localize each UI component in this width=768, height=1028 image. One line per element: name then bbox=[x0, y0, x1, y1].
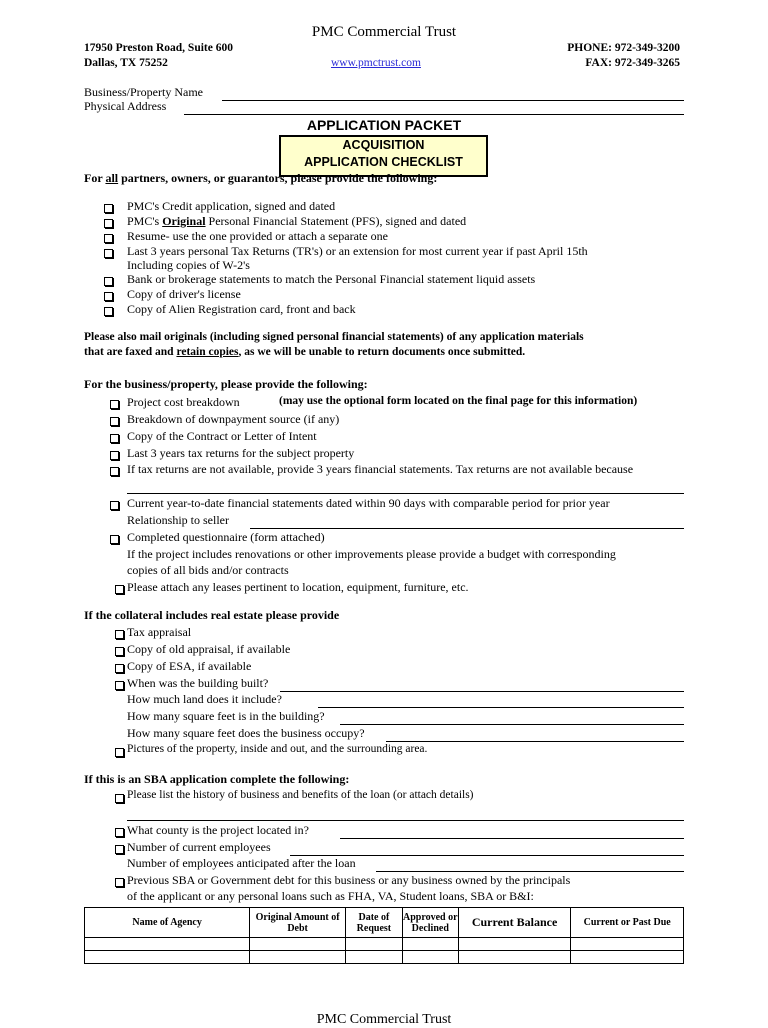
partners-item-w2: Including copies of W-2's bbox=[127, 258, 250, 272]
building-built-field[interactable] bbox=[280, 691, 684, 692]
table-header-current-past-due: Current or Past Due bbox=[571, 908, 684, 938]
checkbox-icon[interactable] bbox=[104, 277, 113, 286]
checkbox-icon[interactable] bbox=[110, 434, 119, 443]
agency-debt-table bbox=[84, 907, 684, 964]
checkbox-icon[interactable] bbox=[110, 451, 119, 460]
business-item-ytd-statements: Current year-to-date financial statements dated within 90 days with comparable period for prior year bbox=[127, 496, 610, 510]
checkbox-icon[interactable] bbox=[115, 664, 124, 673]
real-estate-item-esa: Copy of ESA, if available bbox=[127, 659, 252, 673]
anticipated-employees-field[interactable] bbox=[376, 871, 684, 872]
checkbox-icon[interactable] bbox=[115, 794, 124, 803]
sba-heading: If this is an SBA application complete the following: bbox=[84, 772, 350, 786]
business-heading: For the business/property, please provide the following: bbox=[84, 377, 368, 391]
business-item-financial-statements: If tax returns are not available, provide 3 years financial statements. Tax returns are not available because bbox=[127, 462, 634, 476]
partners-item-bank-statements: Bank or brokerage statements to match the Personal Financial statement liquid assets bbox=[127, 272, 536, 286]
checkbox-icon[interactable] bbox=[104, 307, 113, 316]
address-line-1: 17950 Preston Road, Suite 600 bbox=[84, 42, 233, 54]
physical-address-label: Physical Address bbox=[84, 99, 167, 113]
business-name-field[interactable] bbox=[222, 100, 684, 101]
partners-item-pfs: PMC's Original Personal Financial Statement (PFS), signed and dated bbox=[127, 214, 467, 228]
real-estate-heading: If the collateral includes real estate please provide bbox=[84, 608, 340, 622]
footer-company: PMC Commercial Trust bbox=[316, 1012, 452, 1027]
real-estate-item-pictures: Pictures of the property, inside and out, and the surrounding area. bbox=[127, 743, 428, 755]
table-cell[interactable] bbox=[85, 951, 250, 964]
checkbox-icon[interactable] bbox=[104, 234, 113, 243]
table-row bbox=[85, 938, 684, 951]
checkbox-icon[interactable] bbox=[115, 681, 124, 690]
real-estate-item-old-appraisal: Copy of old appraisal, if available bbox=[127, 642, 291, 656]
table-cell[interactable] bbox=[458, 951, 571, 964]
sba-item-previous-debt-cont: of the applicant or any personal loans such as FHA, VA, Student loans, SBA or B&I: bbox=[127, 889, 534, 903]
address-line-2: Dallas, TX 75252 bbox=[84, 57, 168, 69]
business-item-contract: Copy of the Contract or Letter of Intent bbox=[127, 429, 317, 443]
table-cell[interactable] bbox=[85, 938, 250, 951]
table-cell[interactable] bbox=[250, 951, 346, 964]
partners-item-tax-returns: Last 3 years personal Tax Returns (TR's) or an extension for most current year if past April 15th bbox=[127, 244, 588, 258]
checklist-title-line-1: ACQUISITION bbox=[342, 138, 425, 152]
partners-heading: For all partners, owners, or guarantors, please provide the following: bbox=[84, 171, 438, 185]
table-header-approved: Approved or Declined bbox=[402, 908, 458, 938]
relationship-to-seller-field[interactable] bbox=[250, 528, 684, 529]
phone-number: PHONE: 972-349-3200 bbox=[567, 42, 680, 54]
checkbox-icon[interactable] bbox=[110, 467, 119, 476]
table-cell[interactable] bbox=[571, 951, 684, 964]
partners-item-resume: Resume- use the one provided or attach a separate one bbox=[127, 229, 388, 243]
table-row bbox=[85, 951, 684, 964]
sba-item-history: Please list the history of business and benefits of the loan (or attach details) bbox=[127, 789, 474, 801]
business-renovations-line-1: If the project includes renovations or other improvements please provide a budget with corresponding bbox=[127, 547, 616, 561]
table-cell[interactable] bbox=[571, 938, 684, 951]
real-estate-sqft-business-label: How many square feet does the business occupy? bbox=[127, 726, 365, 740]
checkbox-icon[interactable] bbox=[104, 249, 113, 258]
sba-item-current-employees: Number of current employees bbox=[127, 840, 271, 854]
table-cell[interactable] bbox=[402, 951, 458, 964]
table-cell[interactable] bbox=[345, 951, 402, 964]
real-estate-land-label: How much land does it include? bbox=[127, 692, 282, 706]
business-renovations-line-2: copies of all bids and/or contracts bbox=[127, 563, 289, 577]
sba-item-county: What county is the project located in? bbox=[127, 823, 309, 837]
partners-item-credit-app: PMC's Credit application, signed and dated bbox=[127, 199, 336, 213]
partners-item-alien-card: Copy of Alien Registration card, front and back bbox=[127, 302, 356, 316]
table-cell[interactable] bbox=[458, 938, 571, 951]
business-item-leases: Please attach any leases pertinent to location, equipment, furniture, etc. bbox=[127, 580, 469, 594]
table-header-agency: Name of Agency bbox=[85, 908, 250, 938]
checkbox-icon[interactable] bbox=[104, 204, 113, 213]
mail-note-line-2: that are faxed and retain copies, as we will be unable to return documents once submitted. bbox=[84, 346, 526, 358]
sba-item-previous-debt: Previous SBA or Government debt for this business or any business owned by the principals bbox=[127, 873, 571, 887]
packet-title: APPLICATION PACKET bbox=[306, 117, 462, 133]
business-item-downpayment: Breakdown of downpayment source (if any) bbox=[127, 412, 340, 426]
business-item-cost-breakdown: Project cost breakdown bbox=[127, 395, 240, 409]
checkbox-icon[interactable] bbox=[115, 845, 124, 854]
sqft-business-field[interactable] bbox=[386, 741, 684, 742]
table-header-current-balance: Current Balance bbox=[458, 908, 571, 938]
table-cell[interactable] bbox=[250, 938, 346, 951]
checkbox-icon[interactable] bbox=[115, 748, 124, 757]
sba-anticipated-employees-label: Number of employees anticipated after the loan bbox=[127, 856, 356, 870]
relationship-to-seller-label: Relationship to seller bbox=[127, 513, 229, 527]
sqft-building-field[interactable] bbox=[340, 724, 684, 725]
table-header-original-amount: Original Amount of Debt bbox=[250, 908, 346, 938]
checkbox-icon[interactable] bbox=[104, 292, 113, 301]
county-field[interactable] bbox=[340, 838, 684, 839]
checkbox-icon[interactable] bbox=[110, 400, 119, 409]
optional-form-note: (may use the optional form located on the final page for this information) bbox=[279, 395, 638, 407]
checkbox-icon[interactable] bbox=[110, 535, 119, 544]
table-cell[interactable] bbox=[402, 938, 458, 951]
real-estate-sqft-building-label: How many square feet is in the building? bbox=[127, 709, 325, 723]
checkbox-icon[interactable] bbox=[110, 417, 119, 426]
checkbox-icon[interactable] bbox=[115, 878, 124, 887]
checkbox-icon[interactable] bbox=[115, 585, 124, 594]
checkbox-icon[interactable] bbox=[104, 219, 113, 228]
partners-item-drivers-license: Copy of driver's license bbox=[127, 287, 241, 301]
checkbox-icon[interactable] bbox=[115, 828, 124, 837]
checkbox-icon[interactable] bbox=[115, 630, 124, 639]
mail-note-line-1: Please also mail originals (including signed personal financial statements) of any application materials bbox=[84, 331, 584, 343]
checkbox-icon[interactable] bbox=[115, 647, 124, 656]
checkbox-icon[interactable] bbox=[110, 501, 119, 510]
checklist-title-line-2: APPLICATION CHECKLIST bbox=[304, 155, 463, 169]
business-name-label: Business/Property Name bbox=[84, 85, 203, 99]
physical-address-field[interactable] bbox=[184, 114, 684, 115]
table-header-date: Date of Request bbox=[345, 908, 402, 938]
real-estate-item-tax-appraisal: Tax appraisal bbox=[127, 625, 192, 639]
tax-reason-field[interactable] bbox=[127, 493, 684, 494]
real-estate-item-building-built: When was the building built? bbox=[127, 676, 269, 690]
business-item-questionnaire: Completed questionnaire (form attached) bbox=[127, 530, 325, 544]
table-cell[interactable] bbox=[345, 938, 402, 951]
fax-number: FAX: 972-349-3265 bbox=[585, 57, 680, 69]
company-title: PMC Commercial Trust bbox=[311, 24, 457, 40]
business-item-tax-returns: Last 3 years tax returns for the subject property bbox=[127, 446, 355, 460]
website-link[interactable]: www.pmctrust.com bbox=[331, 57, 421, 69]
history-field[interactable] bbox=[127, 820, 684, 821]
land-field[interactable] bbox=[318, 707, 684, 708]
